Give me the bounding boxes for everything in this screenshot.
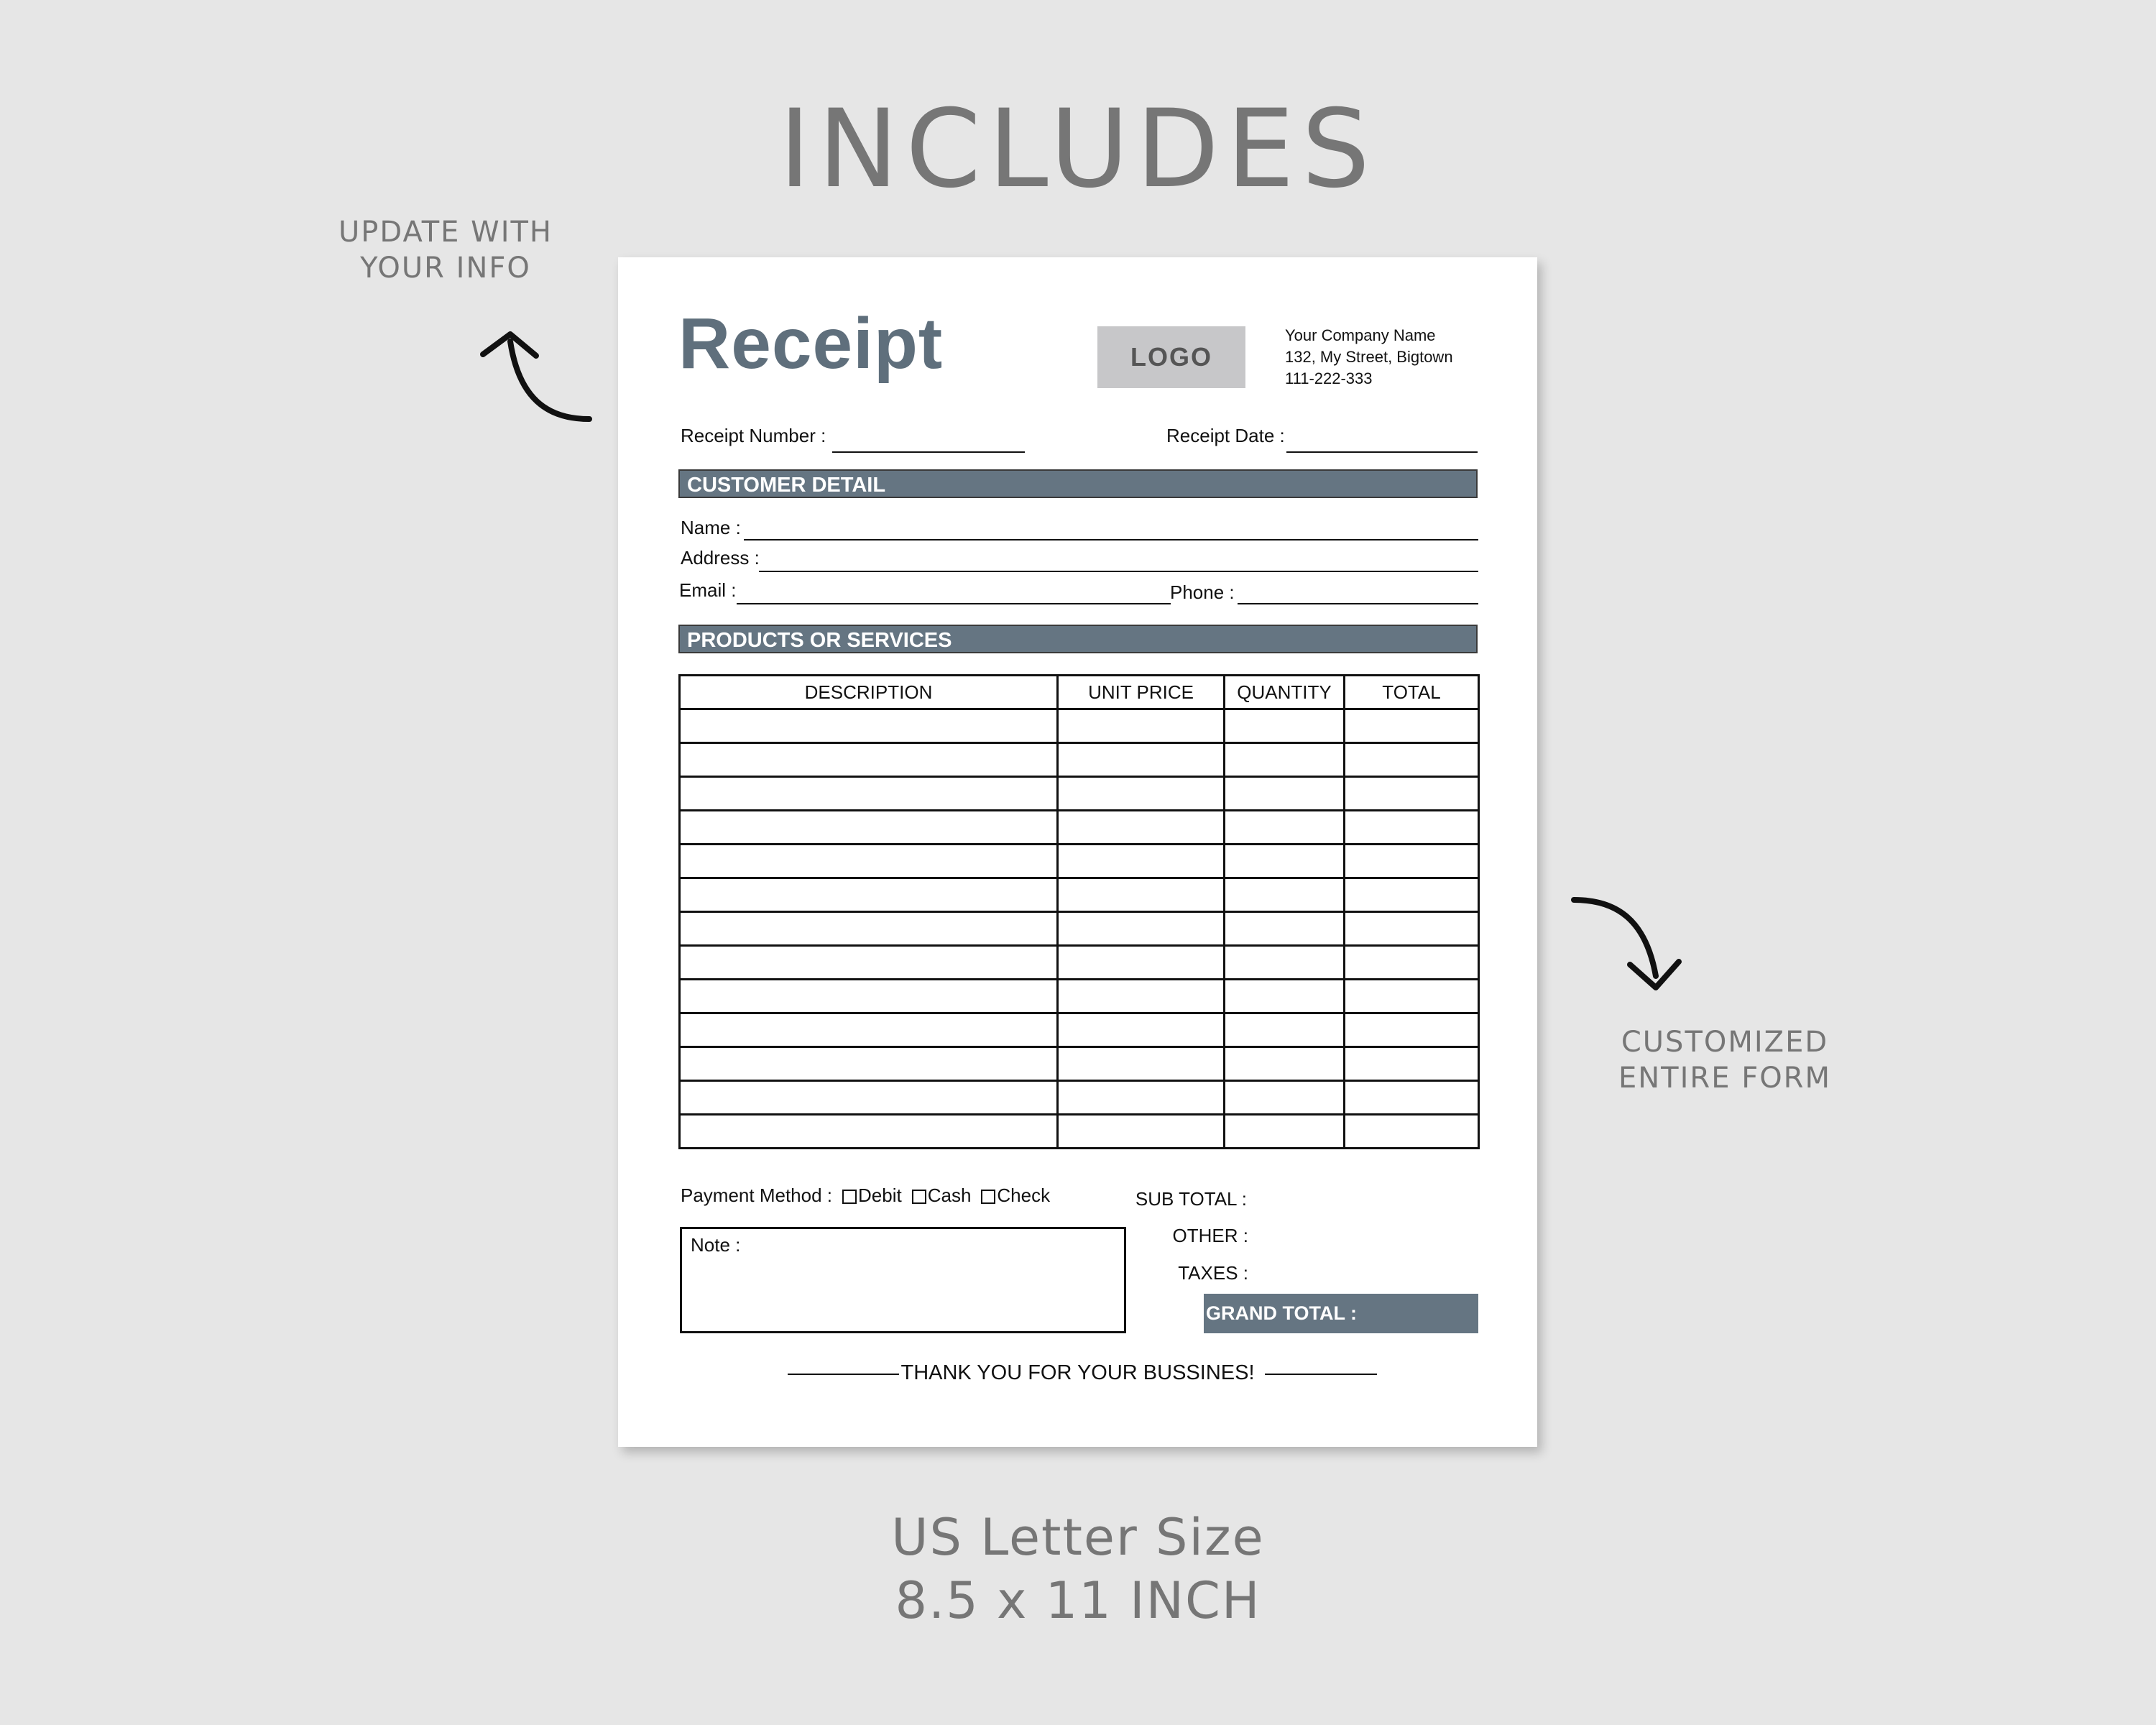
table-cell[interactable]: [680, 878, 1058, 912]
table-cell[interactable]: [680, 709, 1058, 743]
table-cell[interactable]: [1345, 1115, 1479, 1149]
thank-you-message: THANK YOU FOR YOUR BUSSINES!: [900, 1361, 1255, 1384]
table-row: [680, 1013, 1479, 1047]
cash-option-label: Cash: [927, 1184, 972, 1206]
receipt-date-label: Receipt Date :: [1166, 425, 1285, 446]
column-header-description: DESCRIPTION: [680, 676, 1058, 709]
table-cell[interactable]: [1225, 980, 1345, 1013]
size-note-line: 8.5 x 11 INCH: [895, 1571, 1261, 1630]
items-table: [678, 674, 1480, 1149]
curved-arrow-up-icon: [474, 320, 596, 428]
table-cell[interactable]: [680, 1013, 1058, 1047]
company-address: 132, My Street, Bigtown: [1285, 348, 1453, 366]
divider-right: [1265, 1374, 1377, 1375]
column-header-quantity: QUANTITY: [1225, 676, 1345, 709]
cash-checkbox[interactable]: [912, 1190, 926, 1204]
table-cell[interactable]: [1345, 777, 1479, 811]
table-row: [680, 912, 1479, 946]
table-cell[interactable]: [1225, 878, 1345, 912]
note-label: Note :: [691, 1234, 741, 1256]
items-table-body: [680, 709, 1479, 1149]
table-cell[interactable]: [680, 743, 1058, 777]
table-cell[interactable]: [1225, 777, 1345, 811]
table-row: [680, 743, 1479, 777]
table-cell[interactable]: [1345, 878, 1479, 912]
size-note: [0, 1506, 2156, 1632]
table-row: [680, 1115, 1479, 1149]
table-cell[interactable]: [1225, 709, 1345, 743]
name-field[interactable]: [744, 539, 1478, 540]
table-cell[interactable]: [1225, 811, 1345, 845]
table-cell[interactable]: [1058, 878, 1225, 912]
table-row: [680, 845, 1479, 878]
callout-line: UPDATE WITH: [338, 216, 553, 249]
table-cell[interactable]: [1345, 1081, 1479, 1115]
table-cell[interactable]: [1225, 743, 1345, 777]
receipt-title: Receipt: [678, 303, 944, 384]
table-row: [680, 946, 1479, 980]
table-cell[interactable]: [1058, 1013, 1225, 1047]
column-header-unit-price: UNIT PRICE: [1058, 676, 1225, 709]
table-cell[interactable]: [1058, 743, 1225, 777]
check-option-label: Check: [997, 1184, 1051, 1206]
callout-line: ENTIRE FORM: [1618, 1062, 1831, 1095]
table-cell[interactable]: [1225, 1047, 1345, 1081]
company-phone: 111-222-333: [1285, 369, 1373, 387]
receipt-paper: [618, 257, 1537, 1447]
table-cell[interactable]: [1345, 912, 1479, 946]
table-cell[interactable]: [1058, 980, 1225, 1013]
logo-placeholder: LOGO: [1097, 326, 1245, 388]
debit-checkbox[interactable]: [842, 1190, 857, 1204]
table-row: [680, 980, 1479, 1013]
grand-total-bar: GRAND TOTAL :: [1204, 1294, 1478, 1333]
table-cell[interactable]: [680, 946, 1058, 980]
table-cell[interactable]: [1345, 709, 1479, 743]
table-cell[interactable]: [680, 912, 1058, 946]
table-cell[interactable]: [1058, 1115, 1225, 1149]
table-cell[interactable]: [1058, 946, 1225, 980]
receipt-date-field[interactable]: [1286, 451, 1478, 453]
receipt-number-label: Receipt Number :: [681, 425, 826, 446]
table-row: [680, 878, 1479, 912]
table-cell[interactable]: [1345, 946, 1479, 980]
table-row: [680, 777, 1479, 811]
table-cell[interactable]: [1345, 811, 1479, 845]
table-cell[interactable]: [1225, 845, 1345, 878]
check-checkbox[interactable]: [981, 1190, 995, 1204]
table-cell[interactable]: [1058, 811, 1225, 845]
column-header-total: TOTAL: [1345, 676, 1479, 709]
address-field[interactable]: [759, 571, 1478, 572]
size-note-line: US Letter Size: [891, 1508, 1265, 1567]
table-cell[interactable]: [1225, 912, 1345, 946]
email-field[interactable]: [737, 603, 1171, 604]
table-cell[interactable]: [680, 1115, 1058, 1149]
sub-total-label: SUB TOTAL :: [1135, 1188, 1247, 1210]
table-cell[interactable]: [1345, 743, 1479, 777]
table-cell[interactable]: [1225, 1013, 1345, 1047]
headline: INCLUDES: [778, 87, 1378, 212]
table-cell[interactable]: [680, 845, 1058, 878]
phone-field[interactable]: [1238, 603, 1478, 604]
company-info: [1285, 325, 1453, 390]
company-name: Your Company Name: [1285, 326, 1436, 344]
table-cell[interactable]: [680, 980, 1058, 1013]
table-cell[interactable]: [1225, 946, 1345, 980]
table-header-row: [680, 676, 1479, 709]
debit-option-label: Debit: [858, 1184, 902, 1206]
callout-line: YOUR INFO: [360, 252, 531, 285]
products-services-header: PRODUCTS OR SERVICES: [678, 625, 1478, 653]
phone-label: Phone :: [1170, 581, 1235, 603]
table-cell[interactable]: [680, 1081, 1058, 1115]
table-cell[interactable]: [1058, 709, 1225, 743]
table-cell[interactable]: [680, 811, 1058, 845]
table-cell[interactable]: [1345, 1013, 1479, 1047]
table-cell[interactable]: [1225, 1081, 1345, 1115]
table-cell[interactable]: [1058, 777, 1225, 811]
table-cell[interactable]: [680, 1047, 1058, 1081]
callout-line: CUSTOMIZED: [1621, 1026, 1829, 1059]
table-row: [680, 811, 1479, 845]
table-cell[interactable]: [1225, 1115, 1345, 1149]
table-cell[interactable]: [1345, 980, 1479, 1013]
other-label: OTHER :: [1172, 1225, 1248, 1246]
receipt-number-field[interactable]: [832, 451, 1025, 453]
table-cell[interactable]: [1058, 845, 1225, 878]
curved-arrow-down-icon: [1567, 891, 1689, 999]
callout-customized: [1577, 1024, 1872, 1096]
table-cell[interactable]: [1345, 845, 1479, 878]
taxes-label: TAXES :: [1178, 1262, 1248, 1284]
payment-method-row: [681, 1184, 1050, 1207]
table-row: [680, 709, 1479, 743]
table-row: [680, 1081, 1479, 1115]
payment-method-label: Payment Method :: [681, 1184, 832, 1206]
callout-update-info: [302, 214, 589, 286]
table-row: [680, 1047, 1479, 1081]
table-cell[interactable]: [1058, 1047, 1225, 1081]
table-cell[interactable]: [1058, 1081, 1225, 1115]
customer-detail-header: CUSTOMER DETAIL: [678, 469, 1478, 498]
address-label: Address :: [681, 547, 760, 569]
table-cell[interactable]: [680, 777, 1058, 811]
email-label: Email :: [679, 579, 737, 601]
name-label: Name :: [681, 517, 741, 538]
table-cell[interactable]: [1345, 1047, 1479, 1081]
table-cell[interactable]: [1058, 912, 1225, 946]
